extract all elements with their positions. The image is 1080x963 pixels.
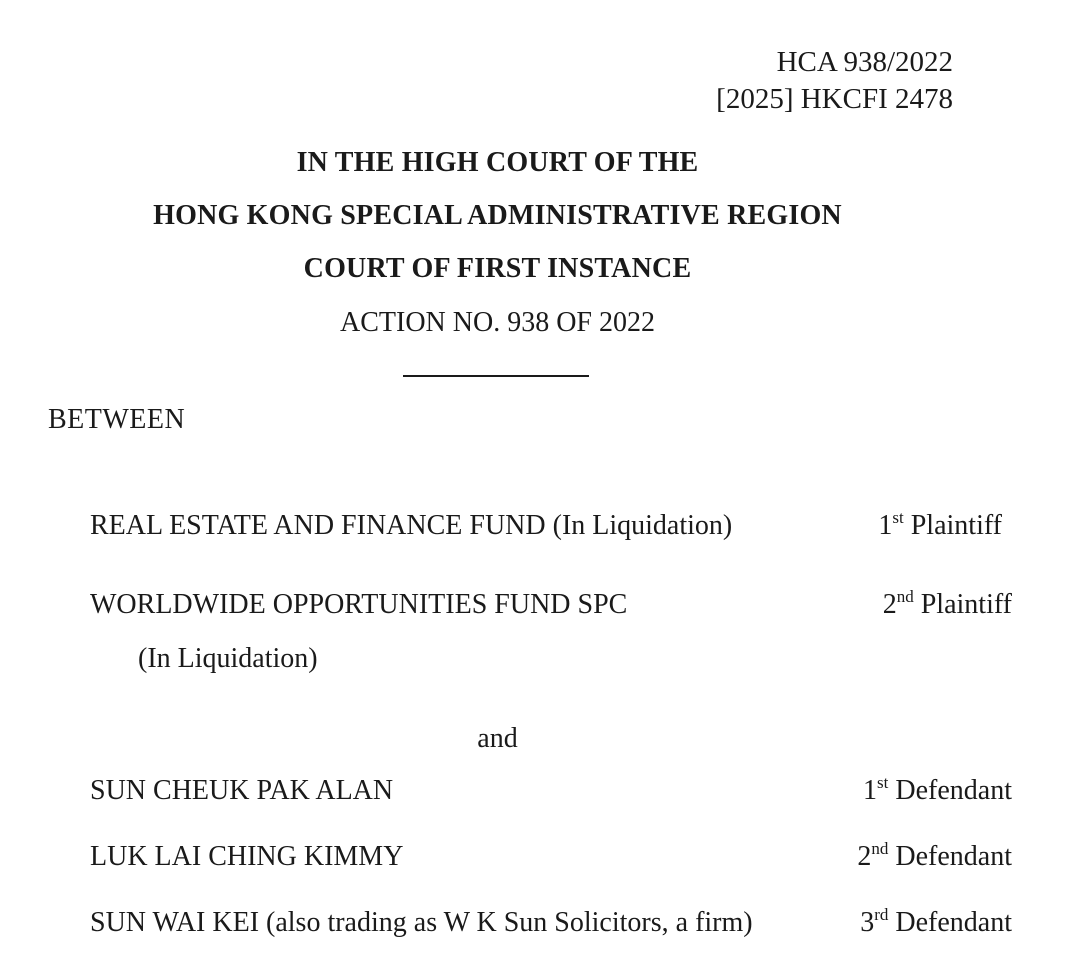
and-label: and	[477, 723, 518, 754]
role-label: Plaintiff	[920, 589, 1012, 620]
plaintiff-2-name: WORLDWIDE OPPORTUNITIES FUND SPC	[90, 589, 628, 620]
role-label: Plaintiff	[910, 510, 1002, 541]
role-label: Defendant	[895, 841, 1012, 872]
plaintiff-2-role	[883, 588, 1012, 622]
ordinal-number: 3	[860, 907, 875, 938]
ordinal-suffix: nd	[896, 587, 914, 606]
ordinal-suffix: nd	[871, 839, 889, 858]
defendant-3-name: SUN WAI KEI (also trading as W K Sun Solicitors, a firm)	[90, 907, 753, 938]
ordinal-number: 1	[878, 510, 893, 541]
ordinal-number: 1	[863, 775, 878, 806]
case-number: HCA 938/2022	[776, 46, 953, 78]
between-label: BETWEEN	[48, 404, 186, 435]
ordinal-number: 2	[857, 841, 872, 872]
court-heading-line-1: IN THE HIGH COURT OF THE	[296, 147, 699, 178]
defendant-3-role	[860, 906, 1012, 940]
defendant-1-name: SUN CHEUK PAK ALAN	[90, 775, 394, 806]
court-heading-line-2: HONG KONG SPECIAL ADMINISTRATIVE REGION	[153, 200, 842, 231]
defendant-2-name: LUK LAI CHING KIMMY	[90, 841, 404, 872]
ordinal-number: 2	[882, 589, 897, 620]
neutral-citation: [2025] HKCFI 2478	[716, 83, 953, 115]
heading-divider	[403, 375, 589, 377]
action-number: ACTION NO. 938 OF 2022	[340, 307, 655, 338]
court-heading-line-3: COURT OF FIRST INSTANCE	[303, 253, 692, 284]
ordinal-suffix: rd	[874, 905, 889, 924]
ordinal-suffix: st	[877, 773, 889, 792]
plaintiff-2-name-continued: (In Liquidation)	[138, 643, 318, 674]
role-label: Defendant	[895, 907, 1012, 938]
plaintiff-1-role	[878, 509, 1002, 543]
defendant-1-role	[863, 774, 1012, 808]
ordinal-suffix: st	[892, 508, 904, 527]
defendant-2-role	[857, 840, 1012, 874]
plaintiff-1-name: REAL ESTATE AND FINANCE FUND (In Liquidation)	[90, 510, 733, 541]
role-label: Defendant	[895, 775, 1012, 806]
